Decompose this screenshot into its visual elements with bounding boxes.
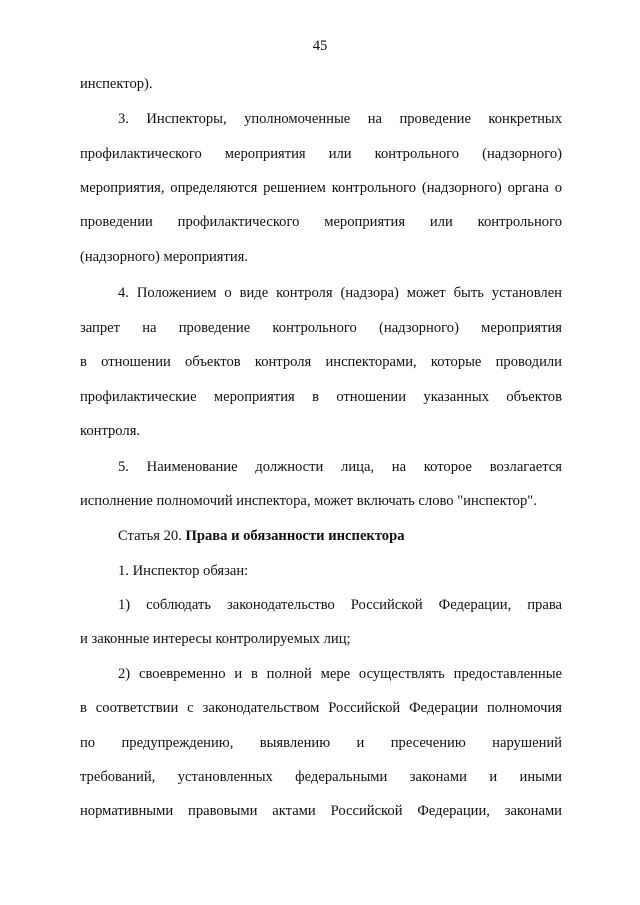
text-line: в отношении объектов контроля инспекторами, которые проводили bbox=[80, 354, 562, 370]
text-line: (надзорного) мероприятия. bbox=[80, 249, 249, 265]
text-line: в соответствии с законодательством Российской Федерации полномочия bbox=[80, 700, 562, 716]
text-line: 4. Положением о виде контроля (надзора) может быть установлен bbox=[118, 285, 562, 301]
text-line: и законные интересы контролируемых лиц; bbox=[80, 631, 351, 647]
text-line: 1. Инспектор обязан: bbox=[118, 563, 249, 579]
text-line: исполнение полномочий инспектора, может включать слово "инспектор". bbox=[80, 493, 537, 509]
text-line: 5. Наименование должности лица, на которое возлагается bbox=[118, 459, 562, 475]
text-line: по предупреждению, выявлению и пресечению нарушений bbox=[80, 735, 562, 751]
text-line: профилактического мероприятия или контрольного (надзорного) bbox=[80, 146, 562, 162]
text-line: проведении профилактического мероприятия или контрольного bbox=[80, 214, 562, 230]
text-line: 1) соблюдать законодательство Российской Федерации, права bbox=[118, 597, 562, 613]
text-line: запрет на проведение контрольного (надзорного) мероприятия bbox=[80, 320, 562, 336]
text-line: мероприятия, определяются решением контрольного (надзорного) органа о bbox=[80, 180, 562, 196]
article-heading bbox=[118, 527, 562, 545]
page-number: 45 bbox=[312, 38, 328, 54]
text-line: профилактические мероприятия в отношении указанных объектов bbox=[80, 389, 562, 405]
text-line: контроля. bbox=[80, 423, 141, 439]
article-number: Статья 20. bbox=[118, 528, 186, 544]
text-line: 2) своевременно и в полной мере осуществлять предоставленные bbox=[118, 666, 562, 682]
text-line: нормативными правовыми актами Российской Федерации, законами bbox=[80, 803, 562, 819]
text-line: 3. Инспекторы, уполномоченные на проведение конкретных bbox=[118, 111, 562, 127]
article-title: Права и обязанности инспектора bbox=[185, 528, 405, 544]
text-line: требований, установленных федеральными законами и иными bbox=[80, 769, 562, 785]
text-line: инспектор). bbox=[80, 76, 153, 92]
